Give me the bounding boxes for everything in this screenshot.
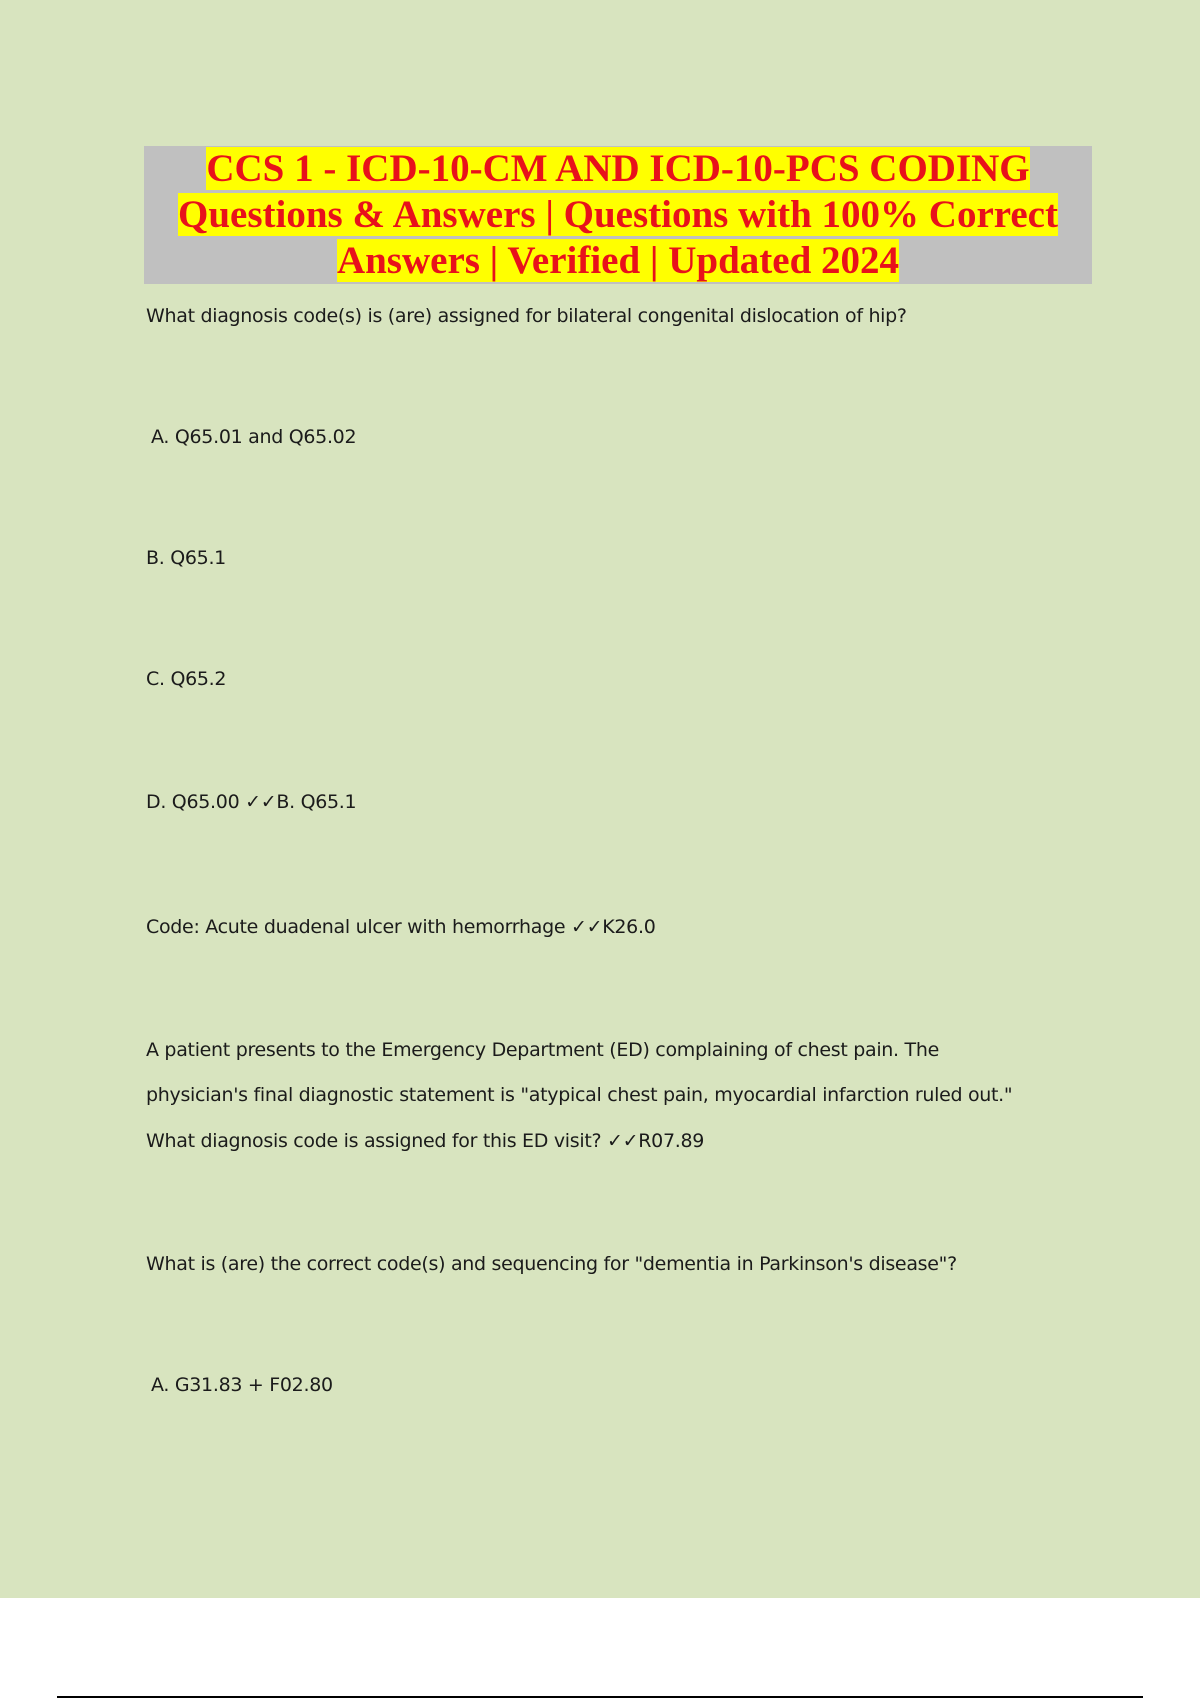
question-2-answer: K26.0 (602, 916, 656, 938)
check-icon: ✓✓ (607, 1130, 639, 1152)
question-4-option-a: A. G31.83 + F02.80 (151, 1374, 333, 1396)
question-3-line-3 (146, 1129, 704, 1153)
title-line-3: Answers | Verified | Updated 2024 (336, 239, 900, 282)
title-line-2: Questions & Answers | Questions with 100% Correct (178, 193, 1058, 236)
title-line-1: CCS 1 - ICD-10-CM AND ICD-10-PCS CODING (206, 147, 1030, 190)
question-1-option-a: A. Q65.01 and Q65.02 (151, 426, 357, 448)
question-3-prompt: What diagnosis code is assigned for this ED visit? (146, 1130, 602, 1152)
question-3-answer: R07.89 (638, 1130, 705, 1152)
question-1-text: What diagnosis code(s) is (are) assigned for bilateral congenital dislocation of hip? (146, 305, 907, 327)
question-1-option-c: C. Q65.2 (146, 668, 227, 690)
footer-divider (57, 1696, 1143, 1698)
question-2-text (146, 915, 656, 939)
check-icon: ✓✓ (245, 791, 277, 813)
option-d-text: D. Q65.00 (146, 791, 240, 813)
document-title (144, 146, 1092, 284)
question-1-answer: B. Q65.1 (276, 791, 357, 813)
question-1-option-b: B. Q65.1 (146, 547, 226, 569)
question-2-prompt: Code: Acute duadenal ulcer with hemorrhage (146, 916, 566, 938)
check-icon: ✓✓ (570, 916, 603, 938)
question-3-line-1: A patient presents to the Emergency Department (ED) complaining of chest pain. The (146, 1039, 939, 1061)
question-3-line-2: physician's final diagnostic statement is "atypical chest pain, myocardial infarction ruled out." (146, 1084, 1013, 1106)
question-4-text: What is (are) the correct code(s) and sequencing for "dementia in Parkinson's disease"? (146, 1253, 957, 1275)
question-1-option-d (146, 790, 356, 814)
